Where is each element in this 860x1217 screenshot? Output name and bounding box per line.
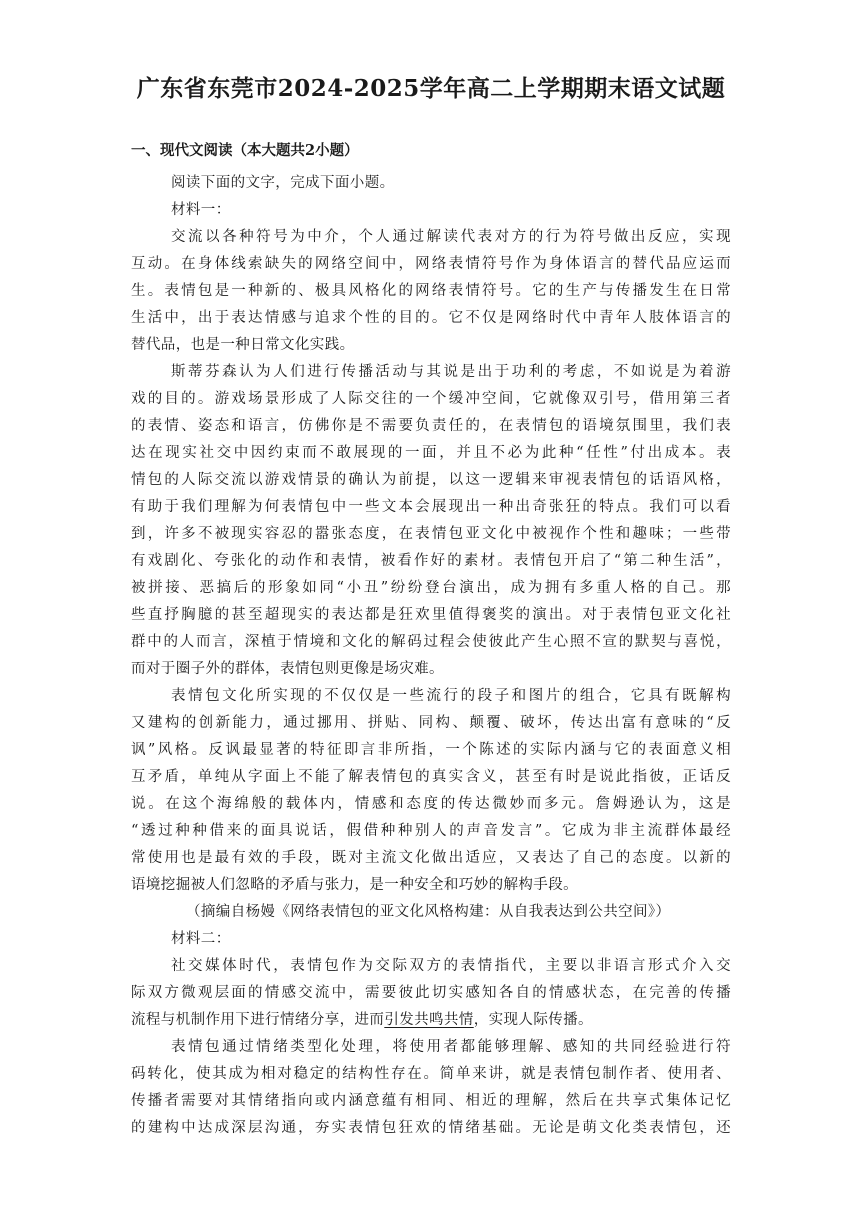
line-text: 互动。在身体线索缺失的网络空间中，网络表情符号作为身体语言的替代品应运而 <box>131 256 731 272</box>
text-line <box>131 926 731 953</box>
line-text: 流程与机制作用下进行情绪分享，进而 <box>131 1012 385 1028</box>
text-line <box>131 521 731 548</box>
text-line <box>131 1007 731 1034</box>
text-line <box>131 305 731 332</box>
text-line <box>131 413 731 440</box>
line-text-tail: ，实现人际传播。 <box>473 1012 593 1028</box>
text-line <box>131 251 731 278</box>
line-text: 而对于圈子外的群体，表情包则更像是场灾难。 <box>131 661 444 677</box>
line-text: （摘编自杨嫚《网络表情包的亚文化风格构建：从自我表达到公共空间》） <box>186 904 671 920</box>
line-text: 到，许多不被现实容忍的嚣张态度，在表情包亚文化中被视作个性和趣味；一些带 <box>131 526 731 542</box>
line-text: 语境挖掘被人们忽略的矛盾与张力，是一种安全和巧妙的解构手段。 <box>131 877 578 893</box>
line-text: 戏的目的。游戏场景形成了人际交往的一个缓冲空间，它就像双引号，借用第三者 <box>131 391 731 407</box>
text-line <box>131 629 731 656</box>
text-line <box>131 899 731 926</box>
text-line <box>131 818 731 845</box>
text-line <box>131 980 731 1007</box>
text-line <box>131 764 731 791</box>
line-text: 斯蒂芬森认为人们进行传播活动与其说是出于功利的考虑，不如说是为着游 <box>171 364 731 380</box>
line-text: 阅读下面的文字，完成下面小题。 <box>171 175 395 191</box>
line-text: 替代品，也是一种日常文化实践。 <box>131 337 355 353</box>
document-title: 广东省东莞市2024-2025学年高二上学期期末语文试题 <box>136 75 726 102</box>
text-line <box>131 575 731 602</box>
line-text: 传播者需要对其情绪指向或内涵意蕴有相同、相近的理解，然后在共享式集体记忆 <box>131 1093 731 1109</box>
body-text <box>131 170 731 1142</box>
line-text: 达在现实社交中因约束而不敢展现的一面，并且不必为此种“任性”付出成本。表 <box>131 445 731 461</box>
line-text: 材料二： <box>171 931 231 947</box>
document-page <box>131 70 731 1142</box>
line-text: 群中的人而言，深植于情境和文化的解码过程会使彼此产生心照不宣的默契与喜悦， <box>131 634 731 650</box>
text-line <box>131 953 731 980</box>
line-text: 互矛盾，单纯从字面上不能了解表情包的真实含义，甚至有时是说此指彼，正话反 <box>131 769 731 785</box>
line-text: 的建构中达成深层沟通，夯实表情包狂欢的情绪基础。无论是萌文化类表情包，还 <box>131 1120 731 1136</box>
text-line <box>131 440 731 467</box>
line-text: 的表情、姿态和语言，仿佛你是不需要负责任的，在表情包的语境氛围里，我们表 <box>131 418 731 434</box>
line-text: 码转化，使其成为相对稳定的结构性存在。简单来讲，就是表情包制作者、使用者、 <box>131 1066 731 1082</box>
text-line <box>131 332 731 359</box>
text-line <box>131 494 731 521</box>
text-line <box>131 737 731 764</box>
line-text: 常使用也是最有效的手段，既对主流文化做出适应，又表达了自己的态度。以新的 <box>131 850 731 866</box>
text-line <box>131 359 731 386</box>
text-line <box>131 1115 731 1142</box>
text-line <box>131 1088 731 1115</box>
line-text: 被拼接、恶搞后的形象如同“小丑”纷纷登台演出，成为拥有多重人格的自己。那 <box>131 580 731 596</box>
text-line <box>131 548 731 575</box>
line-text: 有戏剧化、夸张化的动作和表情，被看作好的素材。表情包开启了“第二种生活”， <box>131 553 731 569</box>
text-line <box>131 845 731 872</box>
text-line <box>131 872 731 899</box>
text-line <box>131 710 731 737</box>
text-line <box>131 278 731 305</box>
line-text: 有助于我们理解为何表情包中一些文本会展现出一种出奇张狂的特点。我们可以看 <box>131 499 731 515</box>
line-text: 表情包通过情绪类型化处理，将使用者都能够理解、感知的共同经验进行符 <box>171 1039 731 1055</box>
line-text: 讽”风格。反讽最显著的特征即言非所指，一个陈述的实际内涵与它的表面意义相 <box>131 742 731 758</box>
line-text: 说。在这个海绵般的载体内，情感和态度的传达微妙而多元。詹姆逊认为，这是 <box>131 796 731 812</box>
line-text: 生活中，出于表达情感与追求个性的目的。它不仅是网络时代中青年人肢体语言的 <box>131 310 731 326</box>
text-line <box>131 224 731 251</box>
text-line <box>131 386 731 413</box>
line-text: 些直抒胸臆的甚至超现实的表达都是狂欢里值得褒奖的演出。对于表情包亚文化社 <box>131 607 731 623</box>
text-line <box>131 656 731 683</box>
line-text: 际双方微观层面的情感交流中，需要彼此切实感知各自的情感状态，在完善的传播 <box>131 985 731 1001</box>
line-text: 表情包文化所实现的不仅仅是一些流行的段子和图片的组合，它具有既解构 <box>171 688 731 704</box>
line-text: “透过种种借来的面具说话，假借种种别人的声音发言”。它成为非主流群体最经 <box>131 823 731 839</box>
underlined-phrase: 引发共鸣共情 <box>384 1012 474 1028</box>
text-line <box>131 1061 731 1088</box>
line-text: 情包的人际交流以游戏情景的确认为前提，以这一逻辑来审视表情包的话语风格， <box>131 472 731 488</box>
line-text: 又建构的创新能力，通过挪用、拼贴、同构、颠覆、破坏，传达出富有意味的“反 <box>131 715 731 731</box>
line-text: 交流以各种符号为中介，个人通过解读代表对方的行为符号做出反应，实现 <box>171 229 731 245</box>
text-line <box>131 791 731 818</box>
text-line <box>131 197 731 224</box>
text-line <box>131 602 731 629</box>
text-line <box>131 1034 731 1061</box>
line-text: 生。表情包是一种新的、极具风格化的网络表情符号。它的生产与传播发生在日常 <box>131 283 731 299</box>
section-heading: 一、现代文阅读（本大题共2小题） <box>131 142 359 159</box>
text-line <box>131 170 731 197</box>
text-line <box>131 467 731 494</box>
line-text: 社交媒体时代，表情包作为交际双方的表情指代，主要以非语言形式介入交 <box>171 958 731 974</box>
text-line <box>131 683 731 710</box>
line-text: 材料一： <box>171 202 231 218</box>
